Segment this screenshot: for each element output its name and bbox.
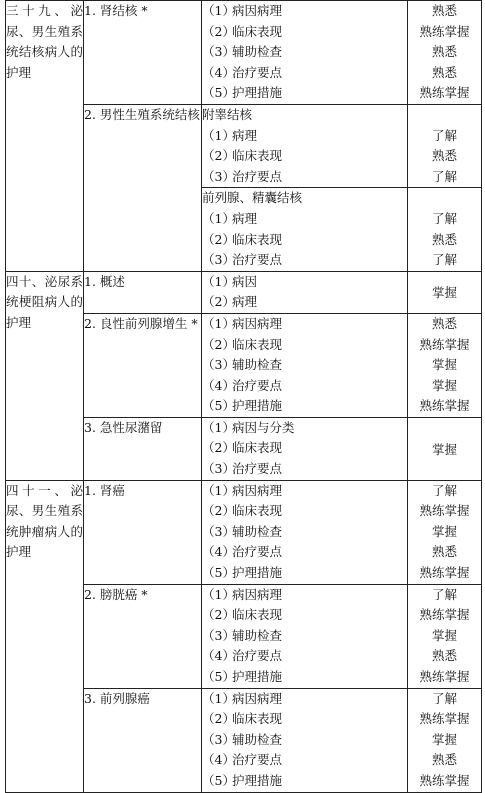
content-item: [202, 126, 407, 147]
item-text: 辅助检查: [232, 357, 283, 373]
level-cell: [408, 480, 482, 584]
merged-level-cell: [408, 417, 482, 480]
item-number: （2）: [202, 711, 235, 727]
mastery-level: 掌握: [431, 377, 457, 393]
item-text: 护理措施: [232, 85, 283, 101]
level-cell: [408, 688, 482, 792]
content-cell: [202, 480, 408, 584]
item-text: 临床表现: [232, 231, 283, 247]
level-cell: [408, 1, 482, 105]
content-item: [202, 730, 407, 751]
item-text: 护理措施: [232, 772, 283, 788]
mastery-level: 熟悉: [431, 148, 457, 164]
topic-label: 3. 急性尿潴留: [84, 419, 163, 435]
item-text: 临床表现: [232, 503, 283, 519]
content-item: [202, 292, 407, 313]
level-spacer: [408, 105, 481, 126]
topic-label: 2. 良性前列腺增生 *: [84, 315, 198, 331]
content-item: [202, 335, 407, 356]
content-item: [202, 542, 407, 563]
mastery-level: 熟悉: [431, 64, 457, 80]
unit-title-cell: [6, 271, 84, 480]
content-item: [202, 83, 407, 104]
item-text: 病因病理: [232, 315, 283, 331]
content-item: [202, 626, 407, 647]
item-number: （3）: [202, 44, 235, 60]
item-number: （5）: [202, 565, 235, 581]
item-text: 病因病理: [232, 586, 283, 602]
content-item: [202, 1, 407, 22]
item-number: （4）: [202, 648, 235, 664]
mastery-level: 掌握: [431, 523, 457, 539]
item-number: （2）: [202, 336, 235, 352]
topic-cell: [84, 313, 202, 417]
item-text: 治疗要点: [232, 461, 283, 477]
topic-label: 1. 肾结核 *: [84, 3, 148, 18]
content-item: [202, 146, 407, 167]
topic-cell: [84, 1, 202, 105]
content-cell: [202, 104, 408, 187]
mastery-level: 熟练掌握: [419, 336, 470, 352]
topic-cell: [84, 417, 202, 480]
content-cell: [202, 688, 408, 792]
table-row: [6, 1, 482, 105]
content-item: [202, 376, 407, 397]
item-text: 治疗要点: [232, 544, 283, 560]
level-cell: [408, 584, 482, 688]
item-number: （3）: [202, 627, 235, 643]
mastery-level: 熟练掌握: [419, 398, 470, 414]
unit-title-cell: [6, 1, 84, 272]
mastery-level: 熟悉: [431, 648, 457, 664]
content-item: [202, 396, 407, 417]
mastery-level: 熟练掌握: [419, 565, 470, 581]
content-item: [202, 418, 407, 439]
item-text: 治疗要点: [232, 168, 283, 184]
content-item: [202, 667, 407, 688]
item-number: （5）: [202, 398, 235, 414]
content-item: [202, 585, 407, 606]
item-number: （3）: [202, 523, 235, 539]
content-item: [202, 355, 407, 376]
content-cell: [202, 313, 408, 417]
mastery-level: 了解: [431, 210, 457, 226]
mastery-level: 掌握: [431, 441, 457, 457]
item-text: 病理: [232, 294, 258, 310]
topic-cell: [84, 688, 202, 792]
topic-label: 2. 膀胱癌 *: [84, 586, 148, 602]
content-item: [202, 459, 407, 480]
item-text: 病因与分类: [232, 419, 295, 435]
item-text: 临床表现: [232, 607, 283, 623]
item-number: （4）: [202, 752, 235, 768]
content-heading: 附睾结核: [202, 106, 253, 122]
content-item: [202, 63, 407, 84]
topic-cell: [84, 271, 202, 313]
topic-label: 1. 肾癌: [84, 482, 125, 498]
mastery-level: 掌握: [431, 731, 457, 747]
syllabus-table: [5, 0, 482, 793]
item-text: 临床表现: [232, 148, 283, 164]
item-text: 临床表现: [232, 440, 283, 456]
item-number: （1）: [202, 482, 235, 498]
mastery-level: 掌握: [431, 285, 457, 301]
topic-label: 1. 概述: [84, 273, 125, 289]
item-number: （1）: [202, 586, 235, 602]
item-number: （3）: [202, 731, 235, 747]
item-text: 病因病理: [232, 690, 283, 706]
item-text: 护理措施: [232, 398, 283, 414]
item-number: （5）: [202, 669, 235, 684]
mastery-level: 熟悉: [431, 544, 457, 560]
item-number: （4）: [202, 64, 235, 80]
item-number: （1）: [202, 127, 235, 143]
item-text: 病因病理: [232, 3, 283, 18]
mastery-level: 熟练掌握: [419, 711, 470, 727]
item-text: 病理: [232, 210, 258, 226]
item-number: （1）: [202, 210, 235, 226]
item-number: （1）: [202, 3, 235, 18]
unit-title: 四十一、泌尿、男生殖系统肿瘤病人的护理: [6, 482, 83, 560]
content-item: [202, 689, 407, 710]
mastery-level: 了解: [431, 127, 457, 143]
topic-label: 3. 前列腺癌: [84, 690, 150, 706]
item-number: （2）: [202, 607, 235, 623]
mastery-level: 熟悉: [431, 752, 457, 768]
merged-level-cell: [408, 271, 482, 313]
topic-cell: [84, 480, 202, 584]
item-number: （1）: [202, 690, 235, 706]
item-text: 临床表现: [232, 23, 283, 39]
mastery-level: 熟悉: [431, 3, 457, 18]
item-number: （1）: [202, 273, 235, 289]
mastery-level: 熟练掌握: [419, 669, 470, 684]
mastery-level: 熟练掌握: [419, 607, 470, 623]
item-text: 病因病理: [232, 482, 283, 498]
topic-cell: [84, 104, 202, 271]
content-item: [202, 209, 407, 230]
item-number: （4）: [202, 544, 235, 560]
content-item: [202, 167, 407, 188]
unit-title: 四十、泌尿系统梗阻病人的护理: [6, 273, 83, 330]
item-text: 护理措施: [232, 565, 283, 581]
content-item: [202, 646, 407, 667]
mastery-level: 熟练掌握: [419, 85, 470, 101]
item-text: 临床表现: [232, 711, 283, 727]
content-item: [202, 605, 407, 626]
mastery-level: 了解: [431, 252, 457, 268]
table-row: [6, 271, 482, 313]
item-text: 治疗要点: [232, 252, 283, 268]
table-row: [6, 480, 482, 584]
item-number: （3）: [202, 461, 235, 477]
mastery-level: 熟练掌握: [419, 23, 470, 39]
content-cell: [202, 188, 408, 271]
item-number: （2）: [202, 148, 235, 164]
content-item: [202, 230, 407, 251]
mastery-level: 熟悉: [431, 315, 457, 331]
content-item: [202, 709, 407, 730]
content-item: [202, 250, 407, 271]
content-cell: [202, 584, 408, 688]
item-text: 辅助检查: [232, 731, 283, 747]
mastery-level: 了解: [431, 168, 457, 184]
content-item: [202, 771, 407, 792]
item-number: （5）: [202, 85, 235, 101]
level-spacer: [408, 188, 481, 209]
item-text: 治疗要点: [232, 648, 283, 664]
item-number: （2）: [202, 294, 235, 310]
item-text: 辅助检查: [232, 44, 283, 60]
content-item: [202, 522, 407, 543]
mastery-level: 了解: [431, 482, 457, 498]
item-number: （3）: [202, 168, 235, 184]
mastery-level: 掌握: [431, 357, 457, 373]
mastery-level: 熟练掌握: [419, 503, 470, 519]
topic-cell: [84, 584, 202, 688]
unit-title: 三十九、泌尿、男生殖系统结核病人的护理: [6, 3, 83, 80]
item-text: 辅助检查: [232, 627, 283, 643]
item-text: 病因: [232, 273, 258, 289]
content-item: [202, 750, 407, 771]
mastery-level: 了解: [431, 690, 457, 706]
item-number: （2）: [202, 440, 235, 456]
content-heading: 前列腺、精囊结核: [202, 190, 303, 206]
content-item: [202, 314, 407, 335]
content-item: [202, 563, 407, 584]
item-number: （3）: [202, 252, 235, 268]
item-number: （3）: [202, 357, 235, 373]
unit-title-cell: [6, 480, 84, 792]
item-text: 护理措施: [232, 669, 283, 684]
level-cell: [408, 104, 482, 187]
syllabus-table-body: [6, 1, 482, 793]
content-item: [202, 481, 407, 502]
mastery-level: 了解: [431, 586, 457, 602]
content-item: [202, 272, 407, 293]
mastery-level: 熟练掌握: [419, 772, 470, 788]
item-number: （1）: [202, 419, 235, 435]
level-cell: [408, 188, 482, 271]
item-text: 治疗要点: [232, 377, 283, 393]
content-cell: [202, 417, 408, 480]
item-number: （5）: [202, 772, 235, 788]
topic-label: 2. 男性生殖系统结核: [84, 106, 200, 122]
content-item: [202, 22, 407, 43]
mastery-level: 熟悉: [431, 231, 457, 247]
mastery-level: 掌握: [431, 627, 457, 643]
content-cell: [202, 1, 408, 105]
content-item: [202, 501, 407, 522]
level-cell: [408, 313, 482, 417]
item-number: （2）: [202, 23, 235, 39]
item-text: 治疗要点: [232, 752, 283, 768]
item-text: 病理: [232, 127, 258, 143]
item-number: （4）: [202, 377, 235, 393]
item-text: 临床表现: [232, 336, 283, 352]
item-number: （1）: [202, 315, 235, 331]
item-number: （2）: [202, 503, 235, 519]
content-item: [202, 42, 407, 63]
item-text: 辅助检查: [232, 523, 283, 539]
mastery-level: 熟悉: [431, 44, 457, 60]
content-cell: [202, 271, 408, 313]
item-number: （2）: [202, 231, 235, 247]
content-item: [202, 438, 407, 459]
item-text: 治疗要点: [232, 64, 283, 80]
